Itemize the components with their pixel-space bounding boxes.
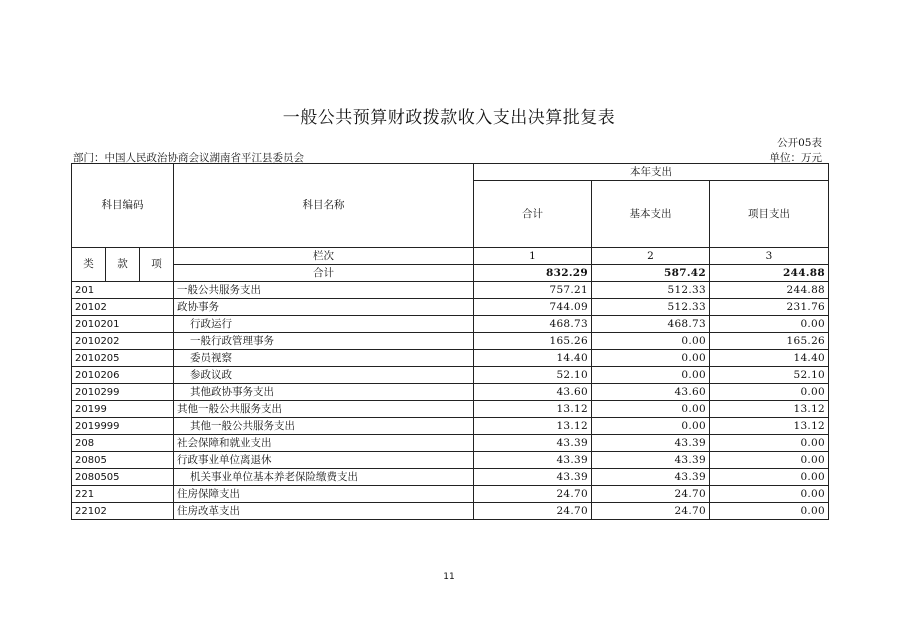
table-row (72, 452, 829, 469)
row-subject-name: 住房保障支出 (174, 486, 474, 503)
table-row (72, 282, 829, 299)
row-code: 2010201 (72, 316, 174, 333)
total-row-project: 244.88 (710, 265, 829, 282)
row-basic: 0.00 (592, 367, 710, 384)
row-project: 165.26 (710, 333, 829, 350)
row-project: 0.00 (710, 469, 829, 486)
row-total: 24.70 (474, 486, 592, 503)
row-total: 43.39 (474, 435, 592, 452)
row-basic: 43.39 (592, 469, 710, 486)
row-project: 13.12 (710, 401, 829, 418)
row-subject-name: 机关事业单位基本养老保险缴费支出 (174, 469, 474, 486)
row-total: 165.26 (474, 333, 592, 350)
row-project: 0.00 (710, 435, 829, 452)
header-class: 类 (72, 248, 106, 282)
table-row (72, 350, 829, 367)
row-total: 757.21 (474, 282, 592, 299)
header-subject-name: 科目名称 (174, 164, 474, 248)
header-current-year-expenditure: 本年支出 (474, 164, 829, 181)
table-header (72, 164, 829, 282)
row-project: 0.00 (710, 384, 829, 401)
row-project: 13.12 (710, 418, 829, 435)
document-title: 一般公共预算财政拨款收入支出决算批复表 (282, 108, 616, 128)
table-row (72, 333, 829, 350)
header-project: 项目支出 (710, 181, 829, 248)
table-row (72, 367, 829, 384)
header-column-no: 栏次 (174, 248, 474, 265)
row-total: 43.60 (474, 384, 592, 401)
total-row-total: 832.29 (474, 265, 592, 282)
row-project: 0.00 (710, 486, 829, 503)
unit-label: 单位：万元 (769, 152, 822, 164)
row-code: 2019999 (72, 418, 174, 435)
row-subject-name: 一般行政管理事务 (174, 333, 474, 350)
row-code: 2010205 (72, 350, 174, 367)
row-total: 43.39 (474, 469, 592, 486)
row-subject-name: 行政运行 (174, 316, 474, 333)
row-code: 208 (72, 435, 174, 452)
row-code: 2080505 (72, 469, 174, 486)
row-code: 2010202 (72, 333, 174, 350)
budget-table (71, 163, 829, 520)
row-total: 52.10 (474, 367, 592, 384)
table-row (72, 418, 829, 435)
row-basic: 24.70 (592, 486, 710, 503)
header-col-2: 2 (592, 248, 710, 265)
table-body (72, 282, 829, 520)
row-project: 231.76 (710, 299, 829, 316)
header-subject-code: 科目编码 (72, 164, 174, 248)
row-subject-name: 住房改革支出 (174, 503, 474, 520)
row-project: 244.88 (710, 282, 829, 299)
header-col-1: 1 (474, 248, 592, 265)
row-total: 468.73 (474, 316, 592, 333)
row-project: 14.40 (710, 350, 829, 367)
row-subject-name: 其他一般公共服务支出 (174, 418, 474, 435)
total-row-label: 合计 (174, 265, 474, 282)
row-basic: 24.70 (592, 503, 710, 520)
row-basic: 43.60 (592, 384, 710, 401)
table-row (72, 299, 829, 316)
row-total: 14.40 (474, 350, 592, 367)
table-row (72, 384, 829, 401)
row-code: 22102 (72, 503, 174, 520)
row-project: 52.10 (710, 367, 829, 384)
row-basic: 468.73 (592, 316, 710, 333)
department-label: 部门：中国人民政治协商会议湖南省平江县委员会 (73, 152, 304, 164)
row-subject-name: 参政议政 (174, 367, 474, 384)
table-row (72, 435, 829, 452)
table-row (72, 469, 829, 486)
row-code: 2010299 (72, 384, 174, 401)
row-total: 24.70 (474, 503, 592, 520)
row-project: 0.00 (710, 452, 829, 469)
table-row (72, 401, 829, 418)
row-total: 744.09 (474, 299, 592, 316)
form-number: 公开05表 (777, 137, 822, 149)
row-project: 0.00 (710, 316, 829, 333)
row-subject-name: 政协事务 (174, 299, 474, 316)
row-code: 201 (72, 282, 174, 299)
row-code: 221 (72, 486, 174, 503)
header-basic: 基本支出 (592, 181, 710, 248)
row-basic: 43.39 (592, 435, 710, 452)
row-subject-name: 社会保障和就业支出 (174, 435, 474, 452)
row-basic: 0.00 (592, 333, 710, 350)
row-subject-name: 委员视察 (174, 350, 474, 367)
row-basic: 0.00 (592, 401, 710, 418)
row-total: 43.39 (474, 452, 592, 469)
page-number: 11 (443, 572, 455, 582)
row-subject-name: 行政事业单位离退休 (174, 452, 474, 469)
table-row (72, 316, 829, 333)
row-basic: 0.00 (592, 350, 710, 367)
total-row-basic: 587.42 (592, 265, 710, 282)
row-basic: 512.33 (592, 299, 710, 316)
row-code: 2010206 (72, 367, 174, 384)
table-row (72, 503, 829, 520)
row-subject-name: 一般公共服务支出 (174, 282, 474, 299)
row-total: 13.12 (474, 418, 592, 435)
header-section: 款 (106, 248, 140, 282)
header-item: 项 (140, 248, 174, 282)
row-subject-name: 其他政协事务支出 (174, 384, 474, 401)
total-row (72, 265, 829, 282)
row-code: 20199 (72, 401, 174, 418)
row-subject-name: 其他一般公共服务支出 (174, 401, 474, 418)
row-total: 13.12 (474, 401, 592, 418)
row-code: 20805 (72, 452, 174, 469)
row-basic: 43.39 (592, 452, 710, 469)
row-code: 20102 (72, 299, 174, 316)
header-total: 合计 (474, 181, 592, 248)
row-project: 0.00 (710, 503, 829, 520)
row-basic: 512.33 (592, 282, 710, 299)
header-col-3: 3 (710, 248, 829, 265)
row-basic: 0.00 (592, 418, 710, 435)
table-row (72, 486, 829, 503)
